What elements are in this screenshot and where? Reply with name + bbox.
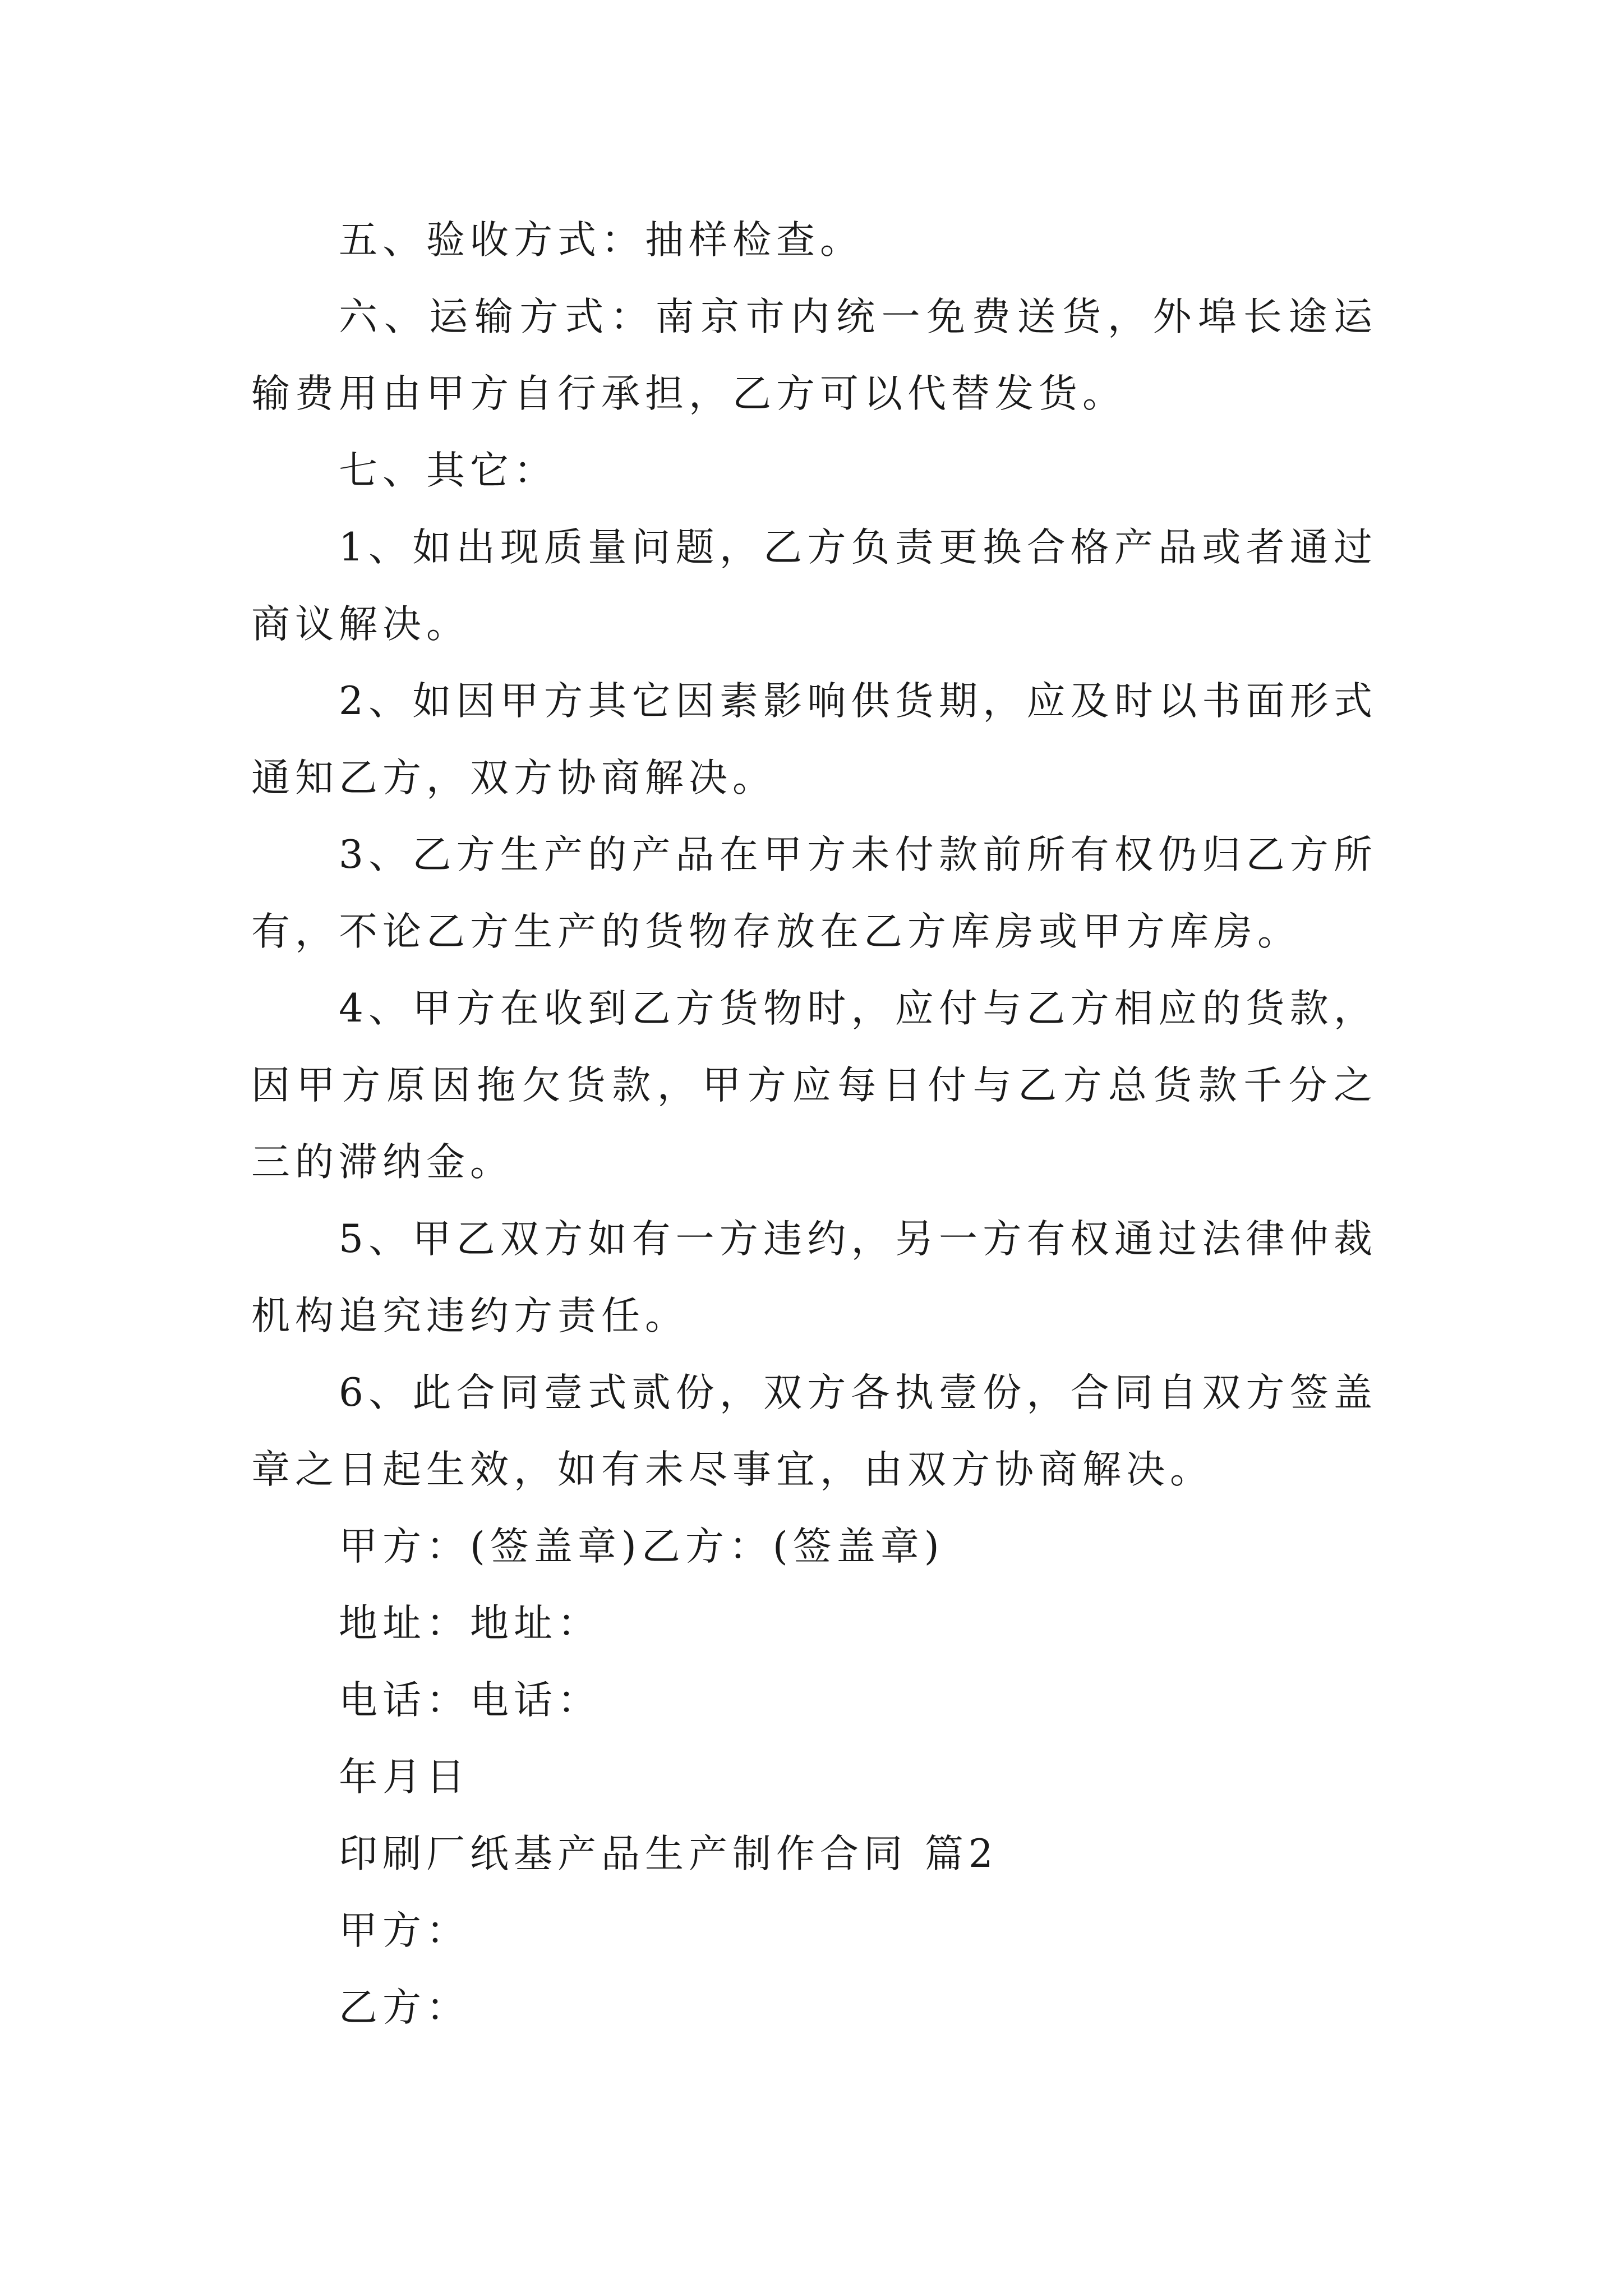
clause-7-item-2: 2、如因甲方其它因素影响供货期，应及时以书面形式通知乙方，双方协商解决。 xyxy=(251,679,1377,800)
clause-7-item-5: 5、甲乙双方如有一方违约，另一方有权通过法律仲裁机构追究违约方责任。 xyxy=(251,1217,1377,1338)
section-title-part-2: 印刷厂纸基产品生产制作合同 篇2 xyxy=(339,1832,998,1876)
clause-7-item-6: 6、此合同壹式贰份，双方各执壹份，合同自双方签盖章之日起生效，如有未尽事宜，由双方协商解决。 xyxy=(251,1370,1377,1492)
signature-line: 甲方：(签盖章)乙方：(签盖章) xyxy=(339,1524,944,1569)
clause-7-item-1: 1、如出现质量问题，乙方负责更换合格产品或者通过商议解决。 xyxy=(251,525,1377,647)
clause-7-item-4: 4、甲方在收到乙方货物时，应付与乙方相应的货款，因甲方原因拖欠货款，甲方应每日付与乙方总货款千分之三的滞纳金。 xyxy=(251,986,1377,1185)
date-line: 年月日 xyxy=(339,1755,470,1800)
clause-7-other-heading: 七、其它： xyxy=(339,448,557,493)
document-body xyxy=(251,202,1377,2046)
party-a-line: 甲方： xyxy=(339,1908,470,1953)
address-line: 地址：地址： xyxy=(339,1601,601,1646)
clause-7-item-3: 3、乙方生产的产品在甲方未付款前所有权仍归乙方所有，不论乙方生产的货物存放在乙方库房或甲方库房。 xyxy=(251,832,1377,954)
clause-5-acceptance: 五、验收方式：抽样检查。 xyxy=(339,218,864,263)
phone-line: 电话：电话： xyxy=(339,1678,601,1723)
party-b-line: 乙方： xyxy=(339,1985,470,2030)
clause-6-transport: 六、运输方式：南京市内统一免费送货，外埠长途运输费用由甲方自行承担，乙方可以代替发货。 xyxy=(251,295,1377,416)
